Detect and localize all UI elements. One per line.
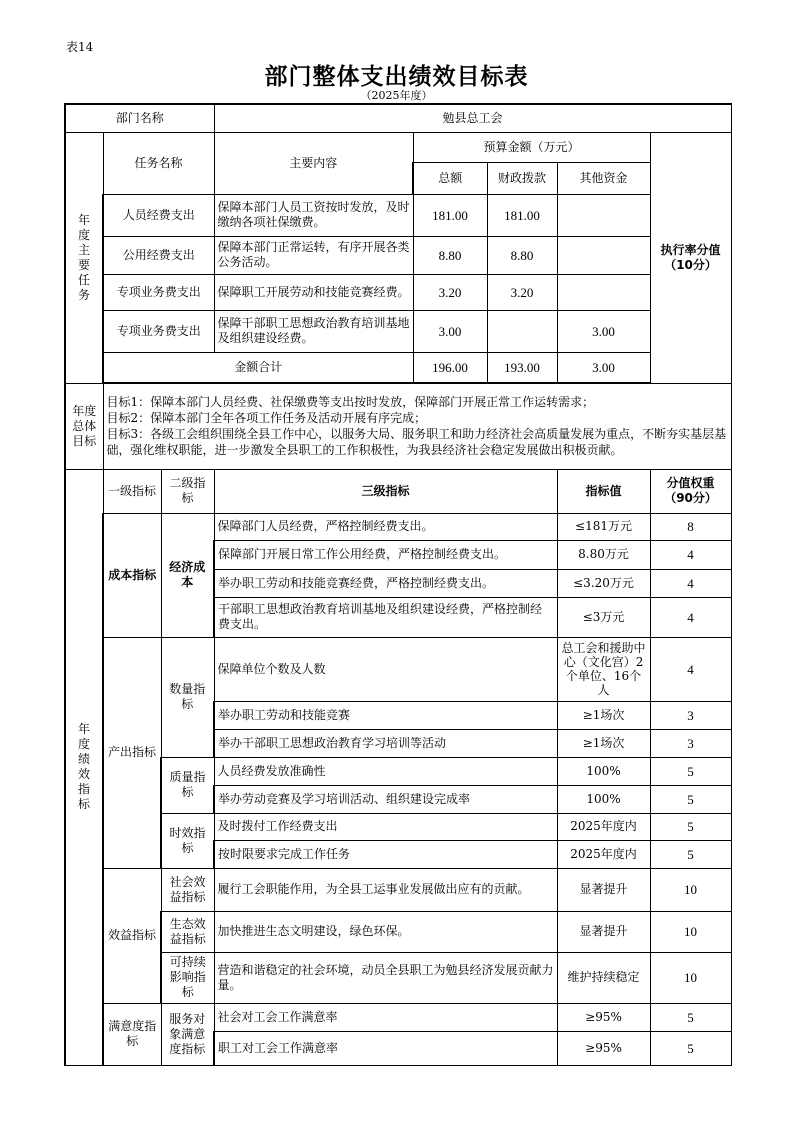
goals-text: 目标1：保障本部门人员经费、社保缴费等支出按时发放，保障部门开展正常工作运转需求； 目标2：保障本部门全年各项工作任务及活动开展有序完成； 目标3：各级工会组织围绕全县工作中心，以服务大局、服务职工和助力经济社会高质量发展为重点，不断夯实基层基础，强化维权职能，进一步激发全县职工的工作积极性，为我县经济社会稳定发展做出积极贡献。 — [103, 383, 731, 469]
indicator-row: 效益指标 社会效益指标 履行工会职能作用，为全县工运事业发展做出应有的贡献。 显著提升 10 — [65, 868, 731, 911]
indicator-row: 成本指标 经济成本 保障部门人员经费，严格控制经费支出。 ≤181万元 8 — [65, 513, 731, 540]
task-row: 专项业务费支出 保障职工开展劳动和技能竞赛经费。 3.20 3.20 — [65, 274, 731, 310]
quality-l2: 质量指标 — [161, 757, 214, 813]
sum-fiscal: 193.00 — [487, 352, 557, 382]
indicators-section-label: 年 度 绩 效 指 标 — [65, 469, 103, 1065]
task-name-header: 任务名称 — [103, 132, 214, 194]
goals-row — [65, 383, 731, 469]
task-content-header: 主要内容 — [214, 132, 413, 194]
quantity-l2: 数量指标 — [161, 637, 214, 757]
page-title: 部门整体支出绩效目标表 — [264, 64, 529, 90]
indicator-row: 干部职工思想政治教育培训基地及组织建设经费，严格控制经费支出。 ≤3万元 4 — [65, 597, 731, 637]
dept-value: 勉县总工会 — [214, 104, 731, 132]
indicator-row: 保障部门开展日常工作公用经费，严格控制经费支出。 8.80万元 4 — [65, 540, 731, 569]
task-row: 专项业务费支出 保障干部职工思想政治教育培训基地及组织建设经费。 3.00 3.00 — [65, 310, 731, 352]
performance-table — [64, 103, 732, 1066]
exec-score: 执行率分值 （10分） — [650, 132, 731, 383]
indicator-row: 满意度指标 服务对象满意度指标 社会对工会工作满意率 ≥95% 5 — [65, 1003, 731, 1031]
indicator-row: 举办干部职工思想政治教育学习培训等活动 ≥1场次 3 — [65, 729, 731, 757]
indicator-row: 产出指标 数量指标 保障单位个数及人数 总工会和援助中心（文化宫）2个单位、16个人 4 — [65, 637, 731, 701]
fiscal-header: 财政拨款 — [487, 162, 557, 194]
satisfaction-l2: 服务对象满意度指标 — [161, 1003, 214, 1065]
tasks-section-label: 年 度 主 要 任 务 — [65, 132, 103, 383]
l1-header: 一级指标 — [103, 469, 161, 513]
cost-l2: 经济成本 — [161, 513, 214, 637]
indicator-row: 举办劳动竞赛及学习培训活动、组织建设完成率 100% 5 — [65, 785, 731, 813]
cost-l1: 成本指标 — [103, 513, 161, 637]
dept-label: 部门名称 — [65, 104, 214, 132]
satisfaction-l1: 满意度指标 — [103, 1003, 161, 1065]
timeliness-l2: 时效指标 — [161, 813, 214, 868]
value-header: 指标值 — [557, 469, 650, 513]
total-header: 总额 — [413, 162, 487, 194]
sum-label: 金额合计 — [103, 352, 413, 382]
indicator-row: 可持续影响指标 营造和谐稳定的社会环境，动员全县职工为勉县经济发展贡献力量。 维护持续稳定 10 — [65, 952, 731, 1003]
task-row: 公用经费支出 保障本部门正常运转，有序开展各类公务活动。 8.80 8.80 — [65, 236, 731, 274]
task-row: 人员经费支出 保障本部门人员工资按时发放，及时缴纳各项社保缴费。 181.00 181.00 — [65, 194, 731, 236]
l2-header: 二级指标 — [161, 469, 214, 513]
weight-header: 分值权重 （90分） — [650, 469, 731, 513]
table-id: 表14 — [66, 40, 94, 54]
sum-other: 3.00 — [557, 352, 650, 382]
output-l1: 产出指标 — [103, 637, 161, 868]
indicator-row: 时效指标 及时拨付工作经费支出 2025年度内 5 — [65, 813, 731, 840]
sum-row — [65, 352, 731, 382]
dept-row — [65, 104, 731, 132]
l3-header: 三级指标 — [214, 469, 557, 513]
budget-header: 预算金额（万元） — [413, 132, 650, 162]
benefit-l1: 效益指标 — [103, 868, 161, 1003]
indicator-row: 按时限要求完成工作任务 2025年度内 5 — [65, 840, 731, 868]
indicator-row: 举办职工劳动和技能竞赛 ≥1场次 3 — [65, 701, 731, 729]
goals-label: 年度总体目标 — [65, 383, 103, 469]
year-note: （2025年度） — [360, 89, 433, 102]
indicator-row: 职工对工会工作满意率 ≥95% 5 — [65, 1031, 731, 1065]
sum-total: 196.00 — [413, 352, 487, 382]
indicator-row: 质量指标 人员经费发放准确性 100% 5 — [65, 757, 731, 785]
other-header: 其他资金 — [557, 162, 650, 194]
indicator-row: 生态效益指标 加快推进生态文明建设，绿色环保。 显著提升 10 — [65, 911, 731, 952]
indicator-row: 举办职工劳动和技能竞赛经费，严格控制经费支出。 ≤3.20万元 4 — [65, 569, 731, 597]
